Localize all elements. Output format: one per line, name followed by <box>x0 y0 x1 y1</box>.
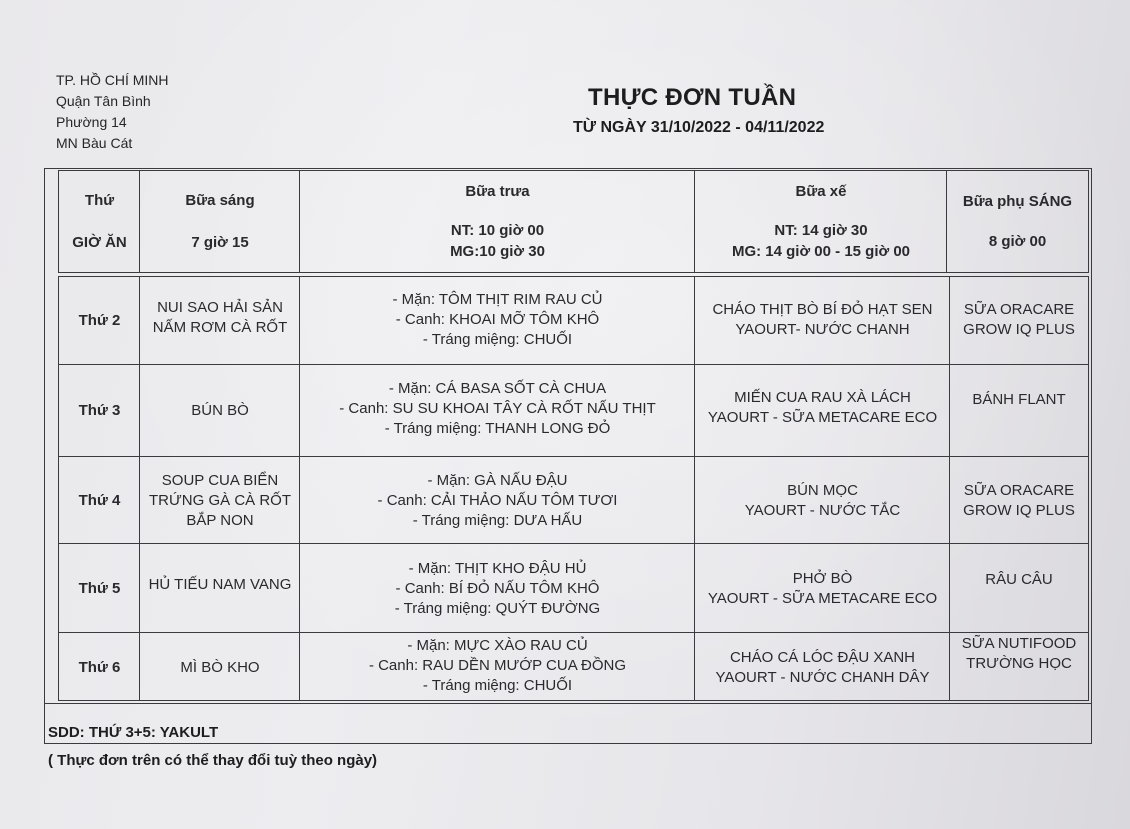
lunch-label: Bữa trưa <box>465 183 530 200</box>
lunch-soup: - Canh: RAU DỀN MƯỚP CUA ĐỒNG <box>368 657 627 674</box>
lunch-cell <box>301 278 694 364</box>
snack-item: GROW IQ PLUS <box>963 321 1075 338</box>
afternoon-item: YAOURT - SỮA METACARE ECO <box>707 589 938 607</box>
header-day-time <box>60 172 139 271</box>
day-label: Thứ 4 <box>78 491 121 509</box>
lunch-dessert: - Tráng miệng: DƯA HẤU <box>412 511 583 529</box>
snack-cell <box>951 545 1087 632</box>
row-divider <box>58 543 1089 544</box>
lunch-soup: - Canh: CẢI THẢO NẤU TÔM TƯƠI <box>377 491 618 509</box>
lunch-cell <box>301 366 694 456</box>
snack-item: SỮA NUTIFOOD <box>961 635 1077 652</box>
snack-label: Bữa phụ SÁNG <box>962 192 1073 210</box>
sdd-note: SDD: THỨ 3+5: YAKULT <box>48 724 219 741</box>
breakfast-cell <box>141 366 299 456</box>
col-divider <box>299 276 300 701</box>
row-divider <box>58 364 1089 365</box>
lunch-main-dish: - Mặn: MỰC XÀO RAU CỦ <box>407 637 588 654</box>
lunch-dessert: - Tráng miệng: CHUỐI <box>422 331 573 348</box>
afternoon-item: CHÁO THỊT BÒ BÍ ĐỎ HẠT SEN <box>712 301 933 318</box>
lunch-dessert: - Tráng miệng: QUÝT ĐƯỜNG <box>394 599 601 617</box>
snack-cell <box>951 458 1087 543</box>
snack-item: BÁNH FLANT <box>972 391 1066 408</box>
row-divider <box>44 703 1092 704</box>
breakfast-item: MÌ BÒ KHO <box>180 659 260 676</box>
col-divider <box>694 170 695 273</box>
afternoon-item: YAOURT - NƯỚC TẮC <box>744 501 901 519</box>
day-label: Thứ 6 <box>78 659 121 676</box>
snack-cell <box>951 278 1087 364</box>
lunch-dessert: - Tráng miệng: THANH LONG ĐỎ <box>384 420 611 437</box>
day-label: Thứ 2 <box>78 312 121 329</box>
breakfast-item: NẤM RƠM CÀ RỐT <box>152 319 288 336</box>
afternoon-label: Bữa xế <box>795 183 847 200</box>
lunch-dessert: - Tráng miệng: CHUỐI <box>422 677 573 694</box>
header-day-label: Thứ <box>84 191 115 209</box>
afternoon-item: CHÁO CÁ LÓC ĐẬU XANH <box>729 649 916 666</box>
address-district: Quận Tân Bình <box>56 93 151 109</box>
lunch-main-dish: - Mặn: GÀ NẤU ĐẬU <box>427 471 568 489</box>
afternoon-item: YAOURT- NƯỚC CHANH <box>735 321 910 338</box>
header-afternoon <box>696 172 946 271</box>
breakfast-item: BẮP NON <box>186 511 254 529</box>
lunch-time-mg: MG:10 giờ 30 <box>450 243 545 260</box>
breakfast-cell <box>141 634 299 702</box>
lunch-main-dish: - Mặn: THỊT KHO ĐẬU HỦ <box>408 559 587 577</box>
change-notice: ( Thực đơn trên có thể thay đổi tuỳ theo ngày) <box>48 752 378 769</box>
header-lunch <box>301 172 694 271</box>
page-title: THỰC ĐƠN TUẦN <box>588 84 797 111</box>
snack-cell <box>951 366 1087 456</box>
breakfast-item: BÚN BÒ <box>191 402 249 419</box>
header-snack <box>948 172 1087 271</box>
breakfast-item: HỦ TIẾU NAM VANG <box>148 576 292 593</box>
lunch-cell <box>301 545 694 632</box>
afternoon-cell <box>696 634 949 702</box>
snack-item: RÂU CÂU <box>985 571 1053 588</box>
lunch-main-dish: - Mặn: TÔM THỊT RIM RAU CỦ <box>392 291 603 308</box>
day-cell <box>60 634 139 702</box>
col-divider <box>946 170 947 273</box>
lunch-main-dish: - Mặn: CÁ BASA SỐT CÀ CHUA <box>388 380 607 397</box>
day-cell <box>60 366 139 456</box>
breakfast-item: TRỨNG GÀ CÀ RỐT <box>149 491 291 509</box>
address-school: MN Bàu Cát <box>56 135 133 151</box>
afternoon-item: BÚN MỌC <box>787 481 858 499</box>
afternoon-cell <box>696 278 949 364</box>
lunch-cell <box>301 634 694 702</box>
snack-time: 8 giờ 00 <box>988 232 1047 250</box>
afternoon-time-nt: NT: 14 giờ 30 <box>774 222 868 239</box>
breakfast-cell <box>141 278 299 364</box>
lunch-cell <box>301 458 694 543</box>
day-cell <box>60 458 139 543</box>
afternoon-cell <box>696 366 949 456</box>
afternoon-item: PHỞ BÒ <box>792 569 853 587</box>
breakfast-cell <box>141 458 299 543</box>
lunch-time-nt: NT: 10 giờ 00 <box>450 222 545 239</box>
col-divider <box>694 276 695 701</box>
afternoon-item: MIẾN CUA RAU XÀ LÁCH <box>734 389 911 406</box>
afternoon-item: YAOURT - SỮA METACARE ECO <box>707 409 938 426</box>
header-breakfast <box>141 172 299 271</box>
day-label: Thứ 5 <box>78 579 121 597</box>
date-range: TỪ NGÀY 31/10/2022 - 04/11/2022 <box>573 119 825 136</box>
lunch-soup: - Canh: SU SU KHOAI TÂY CÀ RỐT NẤU THỊT <box>339 400 656 417</box>
school-address <box>56 70 169 154</box>
afternoon-time-mg: MG: 14 giờ 00 - 15 giờ 00 <box>731 243 911 260</box>
col-divider <box>299 170 300 273</box>
day-label: Thứ 3 <box>78 402 121 419</box>
col-divider <box>949 276 950 701</box>
afternoon-cell <box>696 458 949 543</box>
address-ward: Phường 14 <box>56 114 127 130</box>
row-divider <box>58 632 1089 633</box>
afternoon-cell <box>696 545 949 632</box>
snack-item: SỮA ORACARE <box>963 481 1075 499</box>
breakfast-label: Bữa sáng <box>185 191 255 209</box>
col-divider <box>139 276 140 701</box>
day-cell <box>60 278 139 364</box>
lunch-soup: - Canh: BÍ ĐỎ NẤU TÔM KHÔ <box>395 579 600 597</box>
col-divider <box>139 170 140 273</box>
snack-item: GROW IQ PLUS <box>963 501 1075 519</box>
address-city: TP. HỒ CHÍ MINH <box>56 72 169 88</box>
breakfast-item: SOUP CUA BIỂN <box>161 471 279 489</box>
breakfast-time: 7 giờ 15 <box>191 233 249 251</box>
snack-item: SỮA ORACARE <box>963 301 1075 318</box>
lunch-soup: - Canh: KHOAI MỠ TÔM KHÔ <box>395 311 600 328</box>
snack-item: TRƯỜNG HỌC <box>966 655 1072 672</box>
header-time-label: GIỜ ĂN <box>72 233 127 251</box>
day-cell <box>60 545 139 632</box>
breakfast-item: NUI SAO HẢI SẢN <box>157 299 283 316</box>
row-divider <box>58 456 1089 457</box>
afternoon-item: YAOURT - NƯỚC CHANH DÂY <box>715 669 930 686</box>
breakfast-cell <box>141 545 299 632</box>
snack-cell <box>951 634 1087 702</box>
